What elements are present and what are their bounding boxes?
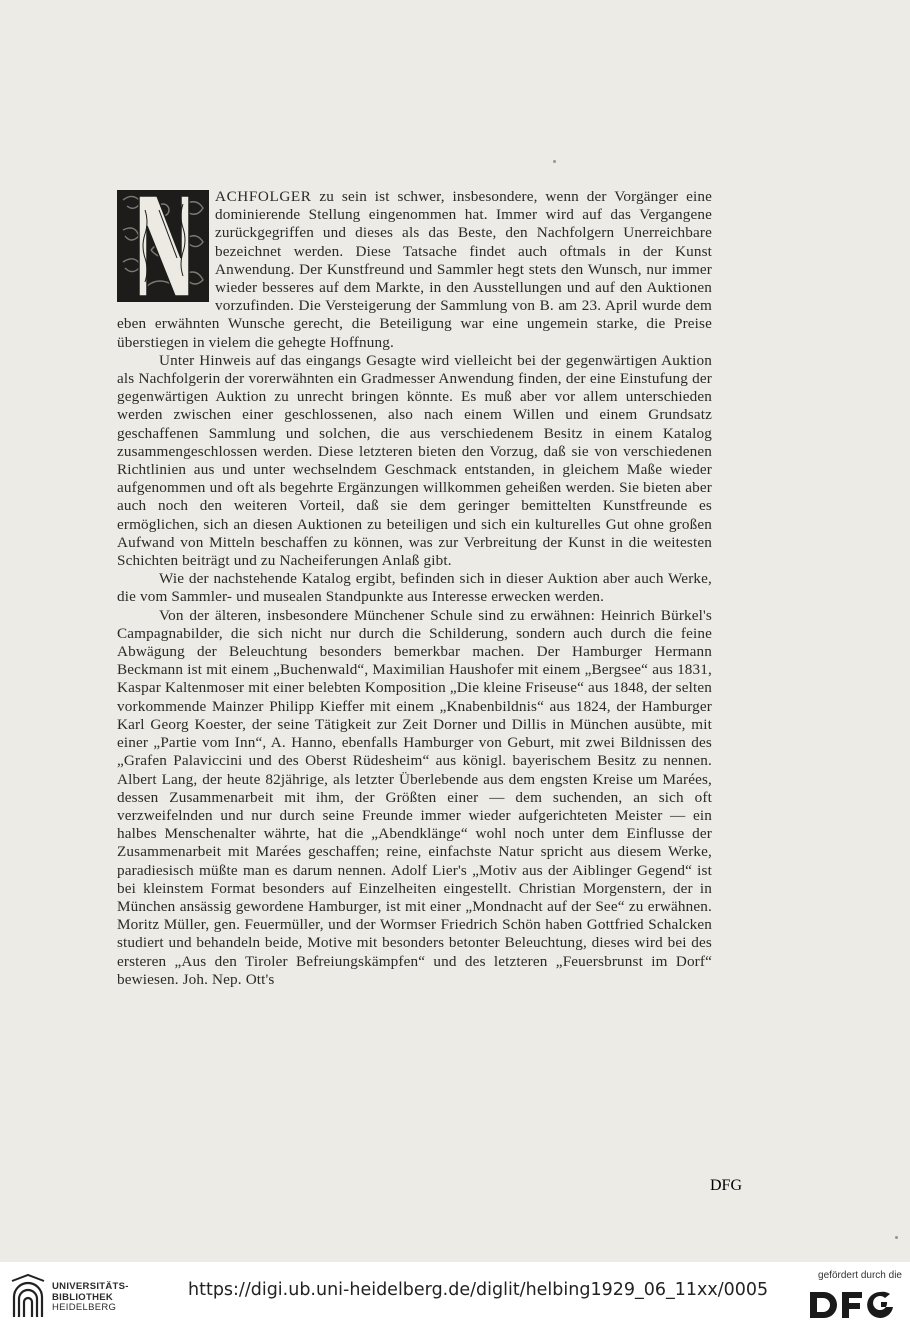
permalink-url[interactable]: https://digi.ub.uni-heidelberg.de/diglit/helbing1929_06_11xx/0005 — [188, 1280, 769, 1300]
opening-word: ACHFOLGER — [215, 188, 312, 205]
paragraph-text: Von der älteren, insbesondere Münchener Schule sind zu erwähnen: Heinrich Bürkel's Campagnabilder, die sich nicht nur durch die Schilderung, sondern auch durch die feine Abwägung der Beleuchtung besonders bemerkbar machen. Der Hamburger Hermann Beckmann ist mit einem „Buchenwald“, Maximilian Haushofer mit einem „Bergsee“ aus 1831, Kaspar Kaltenmoser mit einer belebten Komposition „Die kleine Friseuse“ aus 1848, der selten vorkommende Mainzer Philipp Kieffer mit einem „Knabenbildnis“ aus 1824, der Hamburger Karl Georg Koester, der seine Tätigkeit zur Zeit Dorner und Dillis in München ausübte, mit einer „Partie vom Inn“, A. Hanno, ebenfalls Hamburger von Geburt, mit zwei Bildnissen des „Grafen Palaviccini und des Oberst Rüdesheim“ aus königl. bayerischem Besitz zu nennen. Albert Lang, der heute 82jährige, als letzter Überlebende aus dem engsten Kreise um Marées, dessen Zusammenarbeit mit ihm, der Größten einer — dem suchenden, an sich oft verzweifelnden und nur durch seine Freunde immer wieder aufgerichteten Meister — ein halbes Menschenalter währte, hat die „Abendklänge“ wohl noch unter dem Einflusse der Zusammenarbeit mit Marées geschaffen; reine, einfachste Natur spricht aus diesem Werke, paradiesisch müßte man es darum nennen. Adolf Lier's „Motiv aus der Aiblinger Gegend“ ist bei kleinstem Format besonders auf Einzelheiten eingestellt. Christian Morgenstern, der in München ansässig gewordene Hamburger, ist mit einer „Mondnacht auf der See“ zu erwähnen. Moritz Müller, gen. Feuermüller, und der Wormser Friedrich Schön haben Gottfried Schalcken studiert und behandeln beide, Motive mit besonders betonter Beleuchtung, dieses wird bei des ersteren „Aus den Tiroler Befreiungskämpfen“ und des letzteren „Feuersbrunst im Dorf“ bewiesen. Joh. Nep. Ott's — [117, 606, 712, 988]
funder-name: DFG — [710, 1177, 743, 1194]
viewer-footer — [0, 1177, 910, 1331]
paragraph-text: zu sein ist schwer, insbesondere, wenn der Vorgänger eine dominierende Stellung eingenommen hat. Immer wird auf das Vergangene zurückgegriffen und dieses als das Beste, den Nachfolgern Unerreichbare bezeichnet werden. Diese Tatsache findet auch oftmals in der Kunst Anwendung. Der Kunstfreund und Sammler hegt stets den Wunsch, nur immer wieder besseres auf dem Markte, in den Ausstellungen und auf den Auktionen vorzufinden. Die Versteigerung der Sammlung von B. am 23. April wurde dem eben erwähnten Wunsche gerecht, die Beteiligung war eine ungemein starke, die Preise überstiegen in vielem die gehegte Hoffnung. — [117, 188, 712, 351]
body-text — [117, 188, 712, 989]
paper-speck — [895, 1236, 898, 1239]
library-name-line: BIBLIOTHEK — [52, 1291, 114, 1303]
ornamental-initial-n-icon — [117, 190, 209, 302]
library-name-line: UNIVERSITÄTS- — [52, 1281, 129, 1292]
paragraph-1 — [117, 188, 712, 352]
paragraph-text: Unter Hinweis auf das eingangs Gesagte wird vielleicht bei der gegenwärtigen Auktion als Nachfolgerin der vorerwähnten ein Gradmesser Anwendung finden, der eine Einstufung der gegenwärtigen Auktion zu unrecht bringen könnte. Es muß aber vor allem unterschieden werden zwischen einer geschlossenen, also nach einem Willen und einem Grundsatz geschaffenen Sammlung und solchen, die aus verschiedenem Besitz in einem Katalog zusammengeschlossen werden. Diese letzteren bieten den Vorzug, daß sie von verschiedenen Richtlinien aus und unter wechselndem Geschmack entstanden, in gleichem Maße wieder aufgenommen und oft als begehrte Ergänzungen willkommen geheißen werden. Sie bieten aber auch noch den weiteren Vorteil, daß sie dem geringer bemittelten Kunstfreunde es ermöglichen, sich an diesen Auktionen zu beteiligen und sich ein kulturelles Gut ohne großen Aufwand von Mitteln beschaffen zu können, was zur Verbreitung der Kunst in die weitesten Schichten beiträgt und zu Nacheiferungen Anlaß gibt. — [117, 351, 712, 570]
decorated-initial — [117, 190, 209, 302]
paragraph-3 — [117, 570, 712, 606]
paragraph-4 — [117, 607, 712, 989]
university-library-logo-icon[interactable] — [8, 1273, 48, 1319]
paragraph-2 — [117, 352, 712, 570]
library-name — [52, 1282, 129, 1314]
library-name-line: HEIDELBERG — [52, 1302, 117, 1313]
paper-speck — [553, 160, 556, 163]
paragraph-text: Wie der nachstehende Katalog ergibt, befinden sich in dieser Auktion aber auch Werke, die vom Sammler- und musealen Standpunkte aus Interesse erwecken werden. — [117, 570, 712, 606]
funding-caption: gefördert durch die — [818, 1270, 902, 1281]
